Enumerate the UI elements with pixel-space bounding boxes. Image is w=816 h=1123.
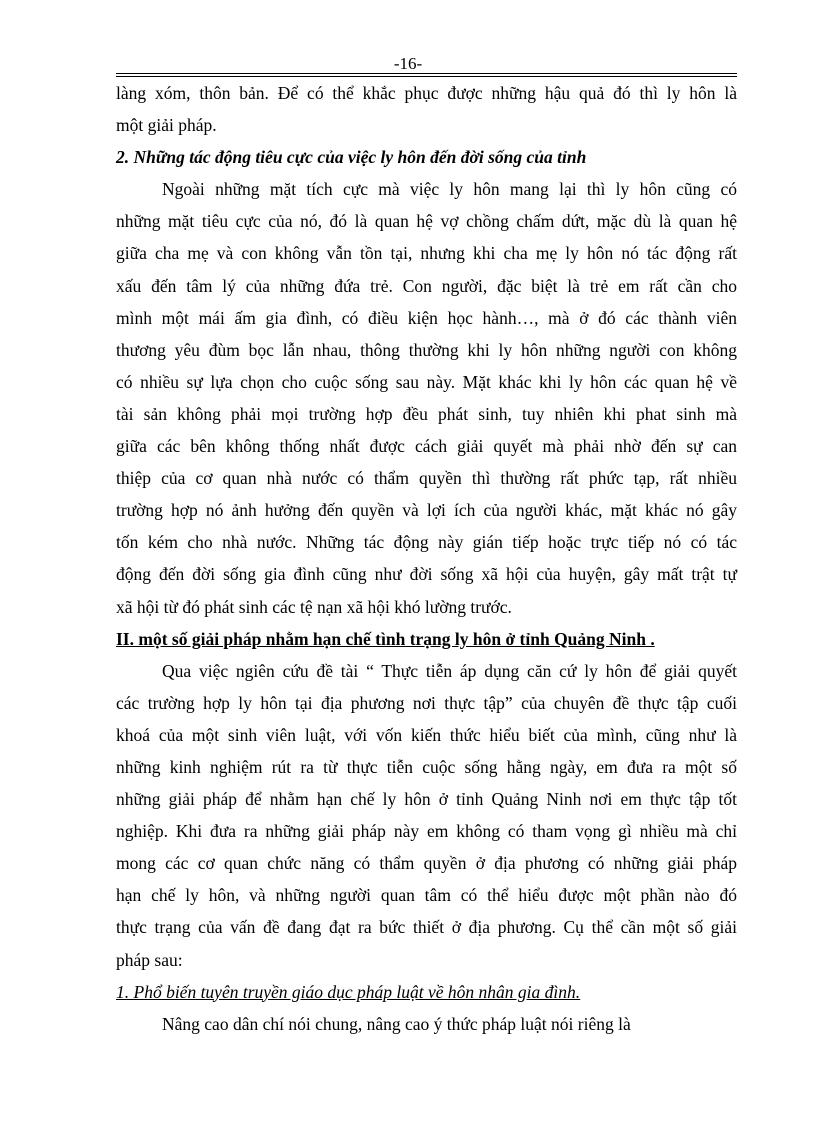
body-line: những giải pháp để nhằm hạn chế ly hôn ở tỉnh Quảng Ninh nơi em thực tập tốt [116, 789, 737, 810]
subsection-heading-1: 1. Phổ biến tuyên truyền giáo dục pháp luật về hôn nhân gia đình. [116, 981, 581, 1002]
body-line: Qua việc ngiên cứu đề tài “ Thực tiễn áp dụng căn cứ ly hôn để giải quyết [162, 660, 737, 681]
body-line: trường hợp nó ảnh hưởng đến quyền và lợi ích của người khác, mặt khác nó gây [116, 500, 737, 521]
body-line: xã hội từ đó phát sinh các tệ nạn xã hội khó lường trước. [116, 596, 512, 617]
body-line: nghiệp. Khi đưa ra những giải pháp này em không có tham vọng gì nhiều mà chỉ [116, 821, 737, 842]
body-line: những kinh nghiệm rút ra từ thực tiễn cuộc sống hằng ngày, em đưa ra một số [116, 756, 737, 777]
body-line: mình một mái ấm gia đình, có điều kiện học hành…, mà ở đó các thành viên [116, 307, 737, 328]
page-number: -16- [393, 54, 423, 73]
body-line: Nâng cao dân chí nói chung, nâng cao ý thức pháp luật nói riêng là [162, 1013, 631, 1034]
body-line: có nhiều sự lựa chọn cho cuộc sống sau này. Mặt khác khi ly hôn các quan hệ về [116, 371, 737, 392]
header-rule-top [116, 73, 737, 74]
body-line: xấu đến tâm lý của những đứa trẻ. Con người, đặc biệt là trẻ em rất cần cho [116, 275, 737, 296]
body-line: Ngoài những mặt tích cực mà việc ly hôn mang lại thì ly hôn cũng có [162, 179, 737, 200]
body-line: tốn kém cho nhà nước. Những tác động này gián tiếp hoặc trực tiếp nó có tác [116, 532, 737, 553]
body-line: các trường hợp ly hôn tại địa phương nơi thực tập” của chuyên đề thực tập cuối [116, 692, 737, 713]
body-line: mong các cơ quan chức năng có thẩm quyền ở địa phương có những giải pháp [116, 853, 737, 874]
body-line: pháp sau: [116, 949, 183, 970]
body-line: tài sản không phải mọi trường hợp đều phát sinh, tuy nhiên khi phat sinh mà [116, 403, 737, 424]
body-line: khoá của một sinh viên luật, với vốn kiến thức hiểu biết của mình, cũng như là [116, 724, 737, 745]
body-line: những mặt tiêu cực của nó, đó là quan hệ vợ chồng chấm dứt, mặc dù là quan hệ [116, 211, 737, 232]
body-line: làng xóm, thôn bản. Để có thể khắc phục được những hậu quả đó thì ly hôn là [116, 83, 737, 103]
body-line: động đến đời sống gia đình cũng như đời sống xã hội của huyện, gây mất trật tự [116, 564, 737, 585]
body-line: một giải pháp. [116, 115, 217, 136]
body-line: hạn chế ly hôn, và những người quan tâm có thể hiểu được một phần nào đó [116, 885, 737, 906]
section-heading-2: 2. Những tác động tiêu cực của việc ly hôn đến đời sống của tỉnh [116, 147, 587, 168]
section-heading-ii: II. một số giải pháp nhằm hạn chế tình trạng ly hôn ở tỉnh Quảng Ninh . [116, 628, 655, 649]
document-body [116, 77, 737, 1040]
body-line: thương yêu đùm bọc lẫn nhau, thông thường khi ly hôn những người con không [116, 339, 737, 360]
body-line: giữa cha mẹ và con không vẫn tồn tại, nhưng khi cha mẹ ly hôn nó tác động rất [116, 243, 737, 264]
body-line: thực trạng của vấn đề đang đạt ra bức thiết ở địa phương. Cụ thể cần một số giải [116, 917, 737, 938]
body-line: giữa các bên không thống nhất được cách giải quyết mà phải nhờ đến sự can [116, 436, 737, 457]
body-line: thiệp của cơ quan nhà nước có thẩm quyền thì thường rất phức tạp, rất nhiều [116, 468, 737, 489]
